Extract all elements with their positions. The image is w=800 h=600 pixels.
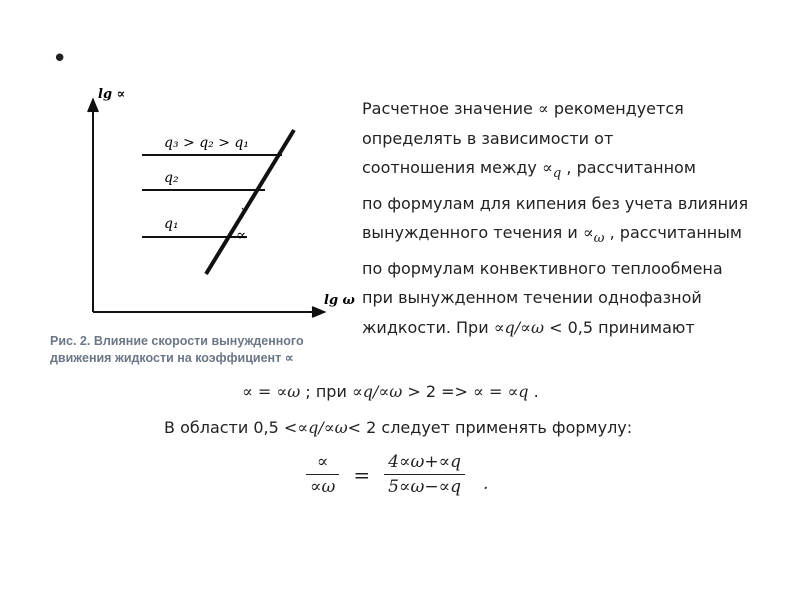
caption-line-1: Рис. 2. Влияние скорости вынужденного bbox=[50, 334, 304, 348]
equation-alpha-omega: ∝ = ∝ω bbox=[242, 382, 301, 401]
label-q3-q2-q1: q₃ > q₂ > q₁ bbox=[164, 135, 249, 151]
label-q1: q₁ bbox=[164, 216, 179, 232]
text: жидкости. При bbox=[362, 317, 494, 337]
curve-label: ∝ bbox=[236, 226, 247, 244]
rhs-fraction bbox=[384, 452, 465, 497]
y-axis-arrow bbox=[88, 100, 98, 112]
ratio-expression: ∝q/∝ω bbox=[493, 317, 545, 337]
convective-line bbox=[206, 130, 294, 274]
caption-line-2: движения жидкости на коэффициент ∝ bbox=[50, 351, 294, 365]
subscript-omega: ω bbox=[593, 231, 605, 247]
ratio-expression: ∝q/∝ω bbox=[351, 382, 403, 401]
text: Расчетное значение bbox=[362, 99, 538, 118]
text: вынужденного течения и bbox=[362, 223, 583, 243]
lhs-numerator: ∝ bbox=[316, 452, 329, 472]
alpha-symbol: ∝ bbox=[582, 223, 594, 243]
bullet: • bbox=[52, 44, 68, 74]
paragraph-line-5 bbox=[362, 218, 792, 254]
text: < 2 следует применять формулу: bbox=[347, 418, 633, 437]
condition-line bbox=[242, 382, 539, 401]
text: соотношения между bbox=[362, 158, 542, 177]
paragraph-line-4: по формулам для кипения без учета влияния bbox=[362, 193, 749, 213]
paragraph-line-8 bbox=[362, 313, 792, 343]
label-q2: q₂ bbox=[164, 170, 179, 186]
interpolation-formula bbox=[306, 452, 488, 497]
x-axis-label: lg ω bbox=[324, 293, 355, 308]
paragraph-line-2: определять в зависимости от bbox=[362, 128, 614, 148]
text: , рассчитанным bbox=[604, 223, 742, 243]
formula-end: . bbox=[482, 473, 489, 494]
text: рекомендуется bbox=[548, 99, 684, 118]
equals-sign: = bbox=[353, 462, 371, 487]
alpha-symbol: ∝ bbox=[537, 99, 549, 118]
text: > 2 => bbox=[402, 382, 474, 401]
rhs-numerator: 4∝ω+∝q bbox=[388, 452, 461, 472]
lhs-denominator: ∝ω bbox=[306, 474, 339, 497]
y-axis-label: lg ∝ bbox=[98, 87, 126, 102]
text: ; при bbox=[300, 382, 352, 401]
text: . bbox=[528, 382, 539, 401]
alpha-symbol: ∝ bbox=[541, 158, 553, 177]
x-axis-arrow bbox=[312, 307, 324, 317]
dependence-graph bbox=[60, 80, 360, 330]
region-line bbox=[164, 418, 632, 437]
text: , рассчитанном bbox=[561, 158, 696, 177]
ratio-expression: ∝q/∝ω bbox=[297, 418, 348, 437]
text: В области 0,5 < bbox=[164, 418, 298, 437]
paragraph-line-1 bbox=[362, 94, 792, 124]
lhs-fraction bbox=[306, 452, 339, 497]
description-paragraph bbox=[362, 94, 792, 342]
paragraph-line-7: при вынужденном течении однофазной bbox=[362, 288, 702, 308]
paragraph-line-6: по формулам конвективного теплообмена bbox=[362, 258, 723, 278]
rhs-denominator: 5∝ω−∝q bbox=[384, 474, 465, 497]
equation-alpha-q: ∝ = ∝q bbox=[473, 382, 529, 401]
figure-caption bbox=[50, 333, 320, 367]
subscript-q: q bbox=[552, 166, 562, 182]
paragraph-line-3 bbox=[362, 153, 792, 189]
text: < 0,5 принимают bbox=[544, 317, 695, 337]
